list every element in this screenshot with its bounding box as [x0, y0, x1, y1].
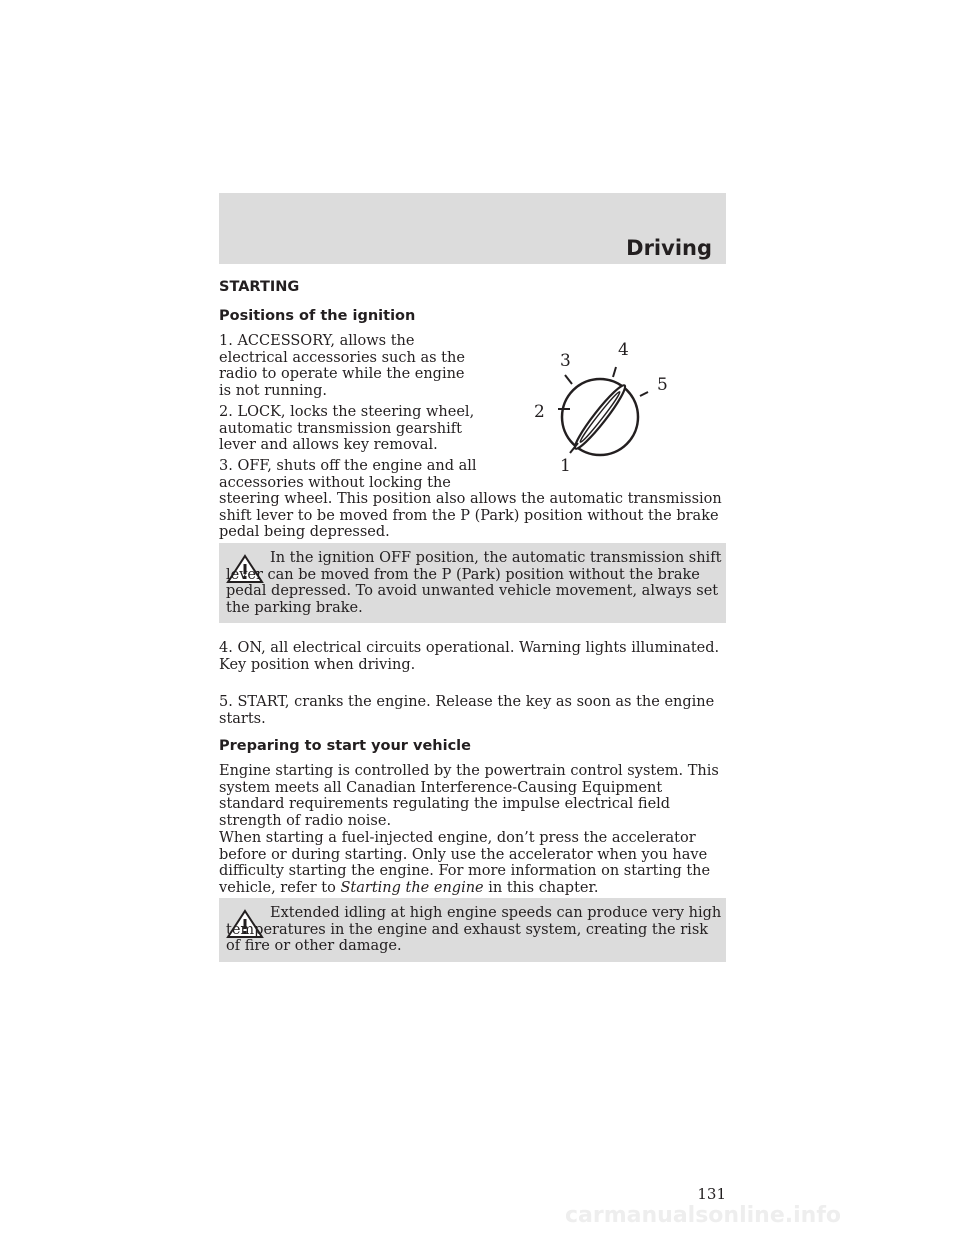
- label-5: 5: [657, 375, 668, 395]
- starting-engine-reference: Starting the engine: [340, 879, 484, 896]
- label-2: 2: [534, 402, 545, 422]
- prep-paragraph-2-tail: in this chapter.: [488, 879, 599, 896]
- page-number: 131: [697, 1185, 726, 1203]
- tick-4: [613, 367, 616, 377]
- tick-5: [640, 392, 648, 396]
- ignition-item-lock: 2. LOCK, locks the steering wheel, automatic transmission gearshift lever and allows key removal.: [219, 404, 475, 454]
- warning-box-idling: [219, 898, 726, 962]
- watermark-text: carmanualsonline.info: [565, 1203, 841, 1228]
- tick-3: [565, 375, 572, 384]
- prep-paragraph-2-text: When starting a fuel-injected engine, don’t press the accelerator before or during starting. Only use the accelerator when you have difficulty starting the engine. For more information on starting the vehicle, refer to: [219, 830, 711, 896]
- prep-paragraph-2: [219, 830, 729, 896]
- section-title: STARTING: [219, 279, 300, 295]
- section-subtitle: Positions of the ignition: [219, 308, 416, 324]
- warning-box-ignition: [219, 543, 726, 623]
- chapter-title: Driving: [626, 236, 712, 260]
- warning-text-idling: Extended idling at high engine speeds can produce very high temperatures in the engine and exhaust system, creating the risk of fire or other damage.: [226, 905, 722, 955]
- watermark-logo: [0, 1195, 960, 1235]
- prep-title: Preparing to start your vehicle: [219, 738, 471, 754]
- label-3: 3: [560, 351, 571, 371]
- ignition-item-start: 5. START, cranks the engine. Release the key as soon as the engine starts.: [219, 694, 715, 727]
- label-1: 1: [560, 456, 571, 476]
- ignition-item-accessory: 1. ACCESSORY, allows the electrical accessories such as the radio to operate while the engine is not running.: [219, 333, 465, 399]
- ignition-item-off: 3. OFF, shuts off the engine and all accessories without locking the: [219, 458, 477, 491]
- chapter-header-band: [219, 193, 726, 264]
- ignition-item-on: 4. ON, all electrical circuits operational. Warning lights illuminated. Key position when driving.: [219, 640, 720, 673]
- ignition-item-off-continued: steering wheel. This position also allows the automatic transmission shift lever to be moved from the P (Park) position without the brake pedal being depressed.: [219, 491, 722, 541]
- prep-paragraph-1: Engine starting is controlled by the powertrain control system. This system meets all Canadian Interference-Causing Equipment standard requirements regulating the impulse electrical field strength of radio noise.: [219, 763, 719, 829]
- label-4: 4: [618, 340, 629, 360]
- warning-text-ignition: In the ignition OFF position, the automatic transmission shift lever can be moved from the P (Park) position without the brake pedal depressed. To avoid unwanted vehicle movement, always set the parking brake.: [226, 550, 722, 616]
- ignition-switch-diagram: [520, 335, 680, 485]
